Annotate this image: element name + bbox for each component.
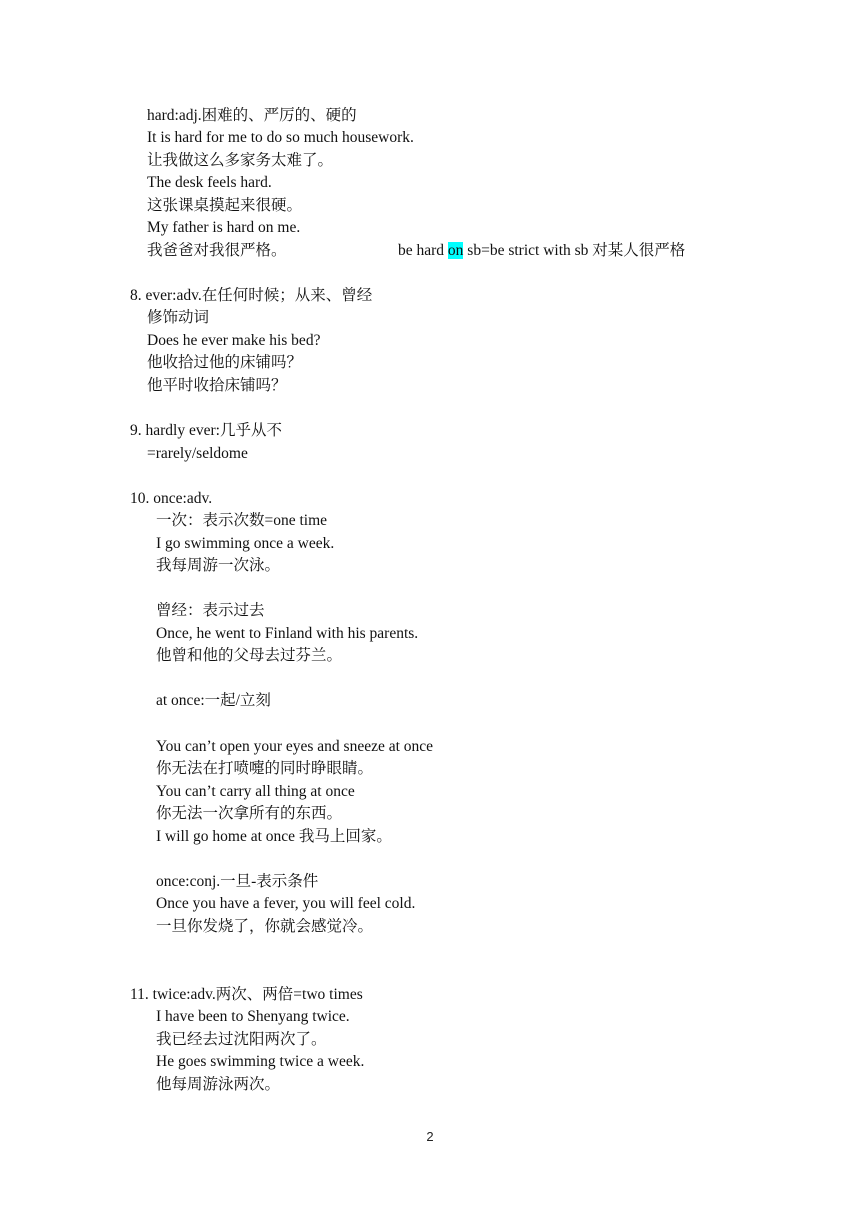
at-once-example-2: You can’t carry all thing at once xyxy=(156,783,355,800)
at-once-heading: at once:一起/立刻 xyxy=(156,692,271,709)
ever-note: 修饰动词 xyxy=(147,309,210,326)
at-once-translation-2: 你无法一次拿所有的东西。 xyxy=(156,805,343,822)
hard-usage-note xyxy=(398,241,685,261)
twice-example-1: I have been to Shenyang twice. xyxy=(156,1008,350,1025)
hardly-ever-synonyms: =rarely/seldome xyxy=(147,445,248,462)
once-translation-1: 我每周游一次泳。 xyxy=(156,557,281,574)
note-prefix: be hard xyxy=(398,242,448,259)
once-example-2: Once, he went to Finland with his parents. xyxy=(156,625,419,642)
once-heading: 10. once:adv. xyxy=(130,490,213,507)
at-once-translation-1: 你无法在打喷嚏的同时睁眼睛。 xyxy=(156,760,374,777)
twice-translation-2: 他每周游泳两次。 xyxy=(156,1076,281,1093)
hard-translation-3: 我爸爸对我很严格。 xyxy=(147,242,287,259)
ever-heading: 8. ever:adv.在任何时候；从来、曾经 xyxy=(130,287,373,304)
once-conj-translation: 一旦你发烧了，你就会感觉冷。 xyxy=(156,918,374,935)
once-sense-2: 曾经：表示过去 xyxy=(156,602,265,619)
hard-translation-1: 让我做这么多家务太难了。 xyxy=(147,152,334,169)
hard-example-2: The desk feels hard. xyxy=(147,174,272,191)
ever-example: Does he ever make his bed? xyxy=(147,332,321,349)
once-conj-heading: once:conj.一旦-表示条件 xyxy=(156,873,319,890)
hard-translation-2: 这张课桌摸起来很硬。 xyxy=(147,197,303,214)
twice-translation-1: 我已经去过沈阳两次了。 xyxy=(156,1031,327,1048)
ever-translation-1: 他收拾过他的床铺吗？ xyxy=(147,354,303,371)
twice-heading: 11. twice:adv.两次、两倍=two times xyxy=(130,986,363,1003)
ever-translation-2: 他平时收拾床铺吗？ xyxy=(147,377,287,394)
hard-example-3: My father is hard on me. xyxy=(147,219,301,236)
at-once-example-1: You can’t open your eyes and sneeze at once xyxy=(156,738,434,755)
twice-example-2: He goes swimming twice a week. xyxy=(156,1053,365,1070)
hard-definition: hard:adj.困难的、严厉的、硬的 xyxy=(147,107,357,124)
highlighted-word: on xyxy=(447,242,464,259)
hard-example-1: It is hard for me to do so much housework. xyxy=(147,129,414,146)
hardly-ever-heading: 9. hardly ever:几乎从不 xyxy=(130,422,282,439)
note-suffix: sb=be strict with sb 对某人很严格 xyxy=(463,242,686,259)
once-translation-2: 他曾和他的父母去过芬兰。 xyxy=(156,647,343,664)
once-example-1: I go swimming once a week. xyxy=(156,535,335,552)
page-number: 2 xyxy=(426,1129,434,1144)
at-once-example-3: I will go home at once 我马上回家。 xyxy=(156,828,392,845)
once-conj-example: Once you have a fever, you will feel cold. xyxy=(156,895,416,912)
once-sense-1: 一次：表示次数=one time xyxy=(156,512,328,529)
